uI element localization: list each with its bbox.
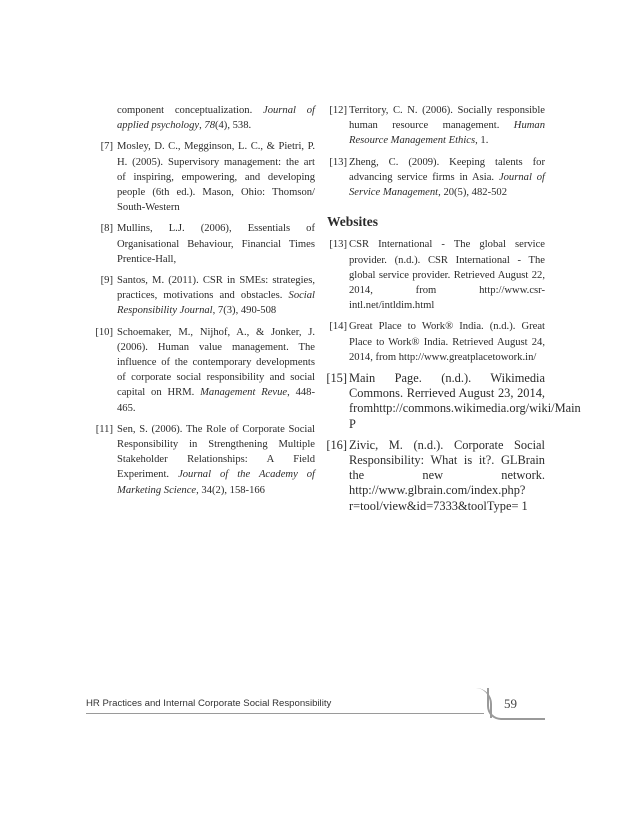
reference-source-title: Journal of applied psychology xyxy=(117,105,315,132)
reference-fragment: Schoemaker, M., Nijhof, A., & Jonker, J. (2006). Human value management. The influence of the contemporary developments of corporate social responsibility and social capital on HRM. xyxy=(117,326,315,399)
running-title: HR Practices and Internal Corporate Social Responsibility xyxy=(86,698,332,709)
reference-fragment: , 7(3), 490-508 xyxy=(212,305,277,317)
footer-rule xyxy=(86,713,484,714)
left-column xyxy=(95,103,315,504)
reference-fragment: (4), 538. xyxy=(214,120,252,132)
reference-number: [8] xyxy=(100,223,113,235)
reference-fragment: Mullins, L.J. (2006), Essentials of Organisational Behaviour, Financial Times Prentice-Hall, xyxy=(117,223,315,265)
reference-item xyxy=(327,155,545,201)
reference-fragment: , 34(2), 158-166 xyxy=(196,484,265,496)
reference-fragment: , 20(5), 482-502 xyxy=(438,187,507,199)
page-footer xyxy=(86,694,546,718)
reference-text xyxy=(349,103,545,149)
reference-fragment: Zivic, M. (n.d.). Corporate Social Responsibility: What is it?. GLBrain the new network. http://www.glbrain.com/index.php?r=tool/view&id=7333&toolType= 1 xyxy=(349,437,545,513)
reference-fragment: Great Place to Work® India. (n.d.). Great Place to Work® India. Retrieved August 24, 2014, from http://www.greatplacetowork.in/ xyxy=(349,321,545,363)
reference-fragment: component conceptualization. xyxy=(117,105,263,116)
reference-fragment: Main Page. (n.d.). Wikimedia Commons. Rerrieved August 23, 2014, fromhttp://commons.wikimedia.org/wiki/Main P xyxy=(349,371,581,431)
reference-source-title: Human Resource Management Ethics xyxy=(349,120,545,147)
reference-list xyxy=(327,103,545,200)
right-column xyxy=(326,103,581,520)
reference-text xyxy=(349,319,545,365)
reference-source-title: Journal of the Academy of Marketing Science xyxy=(117,469,316,496)
reference-text xyxy=(117,273,315,319)
reference-source-title: Social Responsibility Journal xyxy=(117,290,315,317)
reference-source-title: Journal of Service Management xyxy=(349,171,545,199)
reference-item xyxy=(95,221,315,267)
reference-number: [16] xyxy=(326,437,347,452)
reference-item xyxy=(95,103,315,133)
reference-fragment: Sen, S. (2006). The Role of Corporate Social Responsibility in Strengthening Multiple Stakeholder Relationships: A Field Experiment. xyxy=(117,423,315,481)
reference-item xyxy=(327,438,545,514)
reference-text xyxy=(349,438,545,514)
reference-number: [10] xyxy=(95,326,113,338)
reference-item xyxy=(95,139,315,215)
reference-number: [14] xyxy=(329,321,347,333)
reference-item xyxy=(327,319,545,365)
reference-number: [13] xyxy=(329,156,347,168)
reference-number: [13] xyxy=(329,239,347,251)
reference-fragment: , xyxy=(199,120,205,132)
reference-text xyxy=(349,371,581,432)
reference-number: [9] xyxy=(100,275,113,287)
page-number: 59 xyxy=(504,696,517,711)
reference-text xyxy=(117,325,315,416)
reference-item xyxy=(95,325,315,416)
reference-source-title: 78 xyxy=(204,120,215,132)
websites-heading: Websites xyxy=(327,214,379,230)
reference-text xyxy=(349,237,545,313)
reference-number: [12] xyxy=(329,105,347,116)
reference-fragment: , 1. xyxy=(475,135,489,147)
reference-text xyxy=(117,422,315,498)
reference-text xyxy=(349,155,545,201)
reference-text xyxy=(117,221,315,267)
reference-fragment: , 448-465. xyxy=(117,387,315,414)
reference-source-title: Management Revue xyxy=(200,387,288,399)
reference-fragment: CSR International - The global service provider. (n.d.). CSR International - The global service provider. Retrieved August 22, 2014, from http://www.csr-intl.net/intldim.html xyxy=(349,239,545,312)
reference-item xyxy=(326,371,581,432)
reference-item xyxy=(327,103,545,149)
reference-fragment: Territory, C. N. (2006). Socially responsible human resource management. xyxy=(349,105,545,132)
reference-item xyxy=(327,237,545,313)
reference-item xyxy=(95,422,315,498)
reference-fragment: Zheng, C. (2009). Keeping talents for advancing service firms in Asia. xyxy=(349,156,545,183)
reference-number: [15] xyxy=(326,371,347,386)
reference-fragment: Santos, M. (2011). CSR in SMEs: strategies, practices, motivations and obstacles. xyxy=(117,275,315,302)
reference-text xyxy=(117,103,315,133)
website-reference-list xyxy=(326,237,581,513)
reference-number: [11] xyxy=(95,423,113,435)
reference-number: [7] xyxy=(100,141,113,153)
reference-text xyxy=(117,139,315,215)
reference-item xyxy=(95,273,315,319)
reference-fragment: Mosley, D. C., Megginson, L. C., & Pietri, P. H. (2005). Supervisory management: the art of inspiring, empowering, and developing people (6th ed.). Mason, Ohio: Thomson/ South-Western xyxy=(117,141,315,214)
